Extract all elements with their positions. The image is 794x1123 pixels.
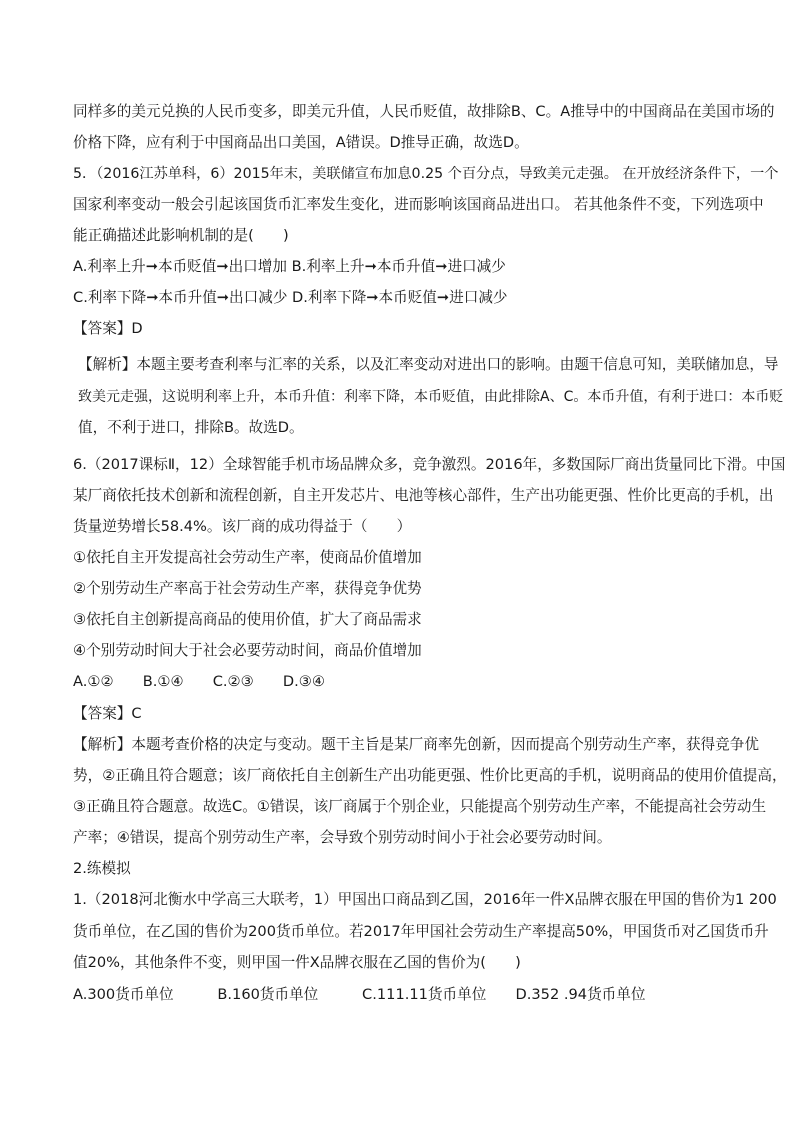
text-line: 某厂商依托技术创新和流程创新，自主开发芯片、电池等核心部件，生产出功能更强、性价比更高的手机，出 (73, 487, 774, 504)
text-line: 货量逆势增长58.4%。该厂商的成功得益于（ ） (73, 518, 412, 535)
statement-3: ③依托自主创新提高商品的使用价值，扩大了商品需求 (73, 611, 422, 628)
text-line: 价格下降，应有利于中国商品出口美国，A错误。D推导正确，故选D。 (73, 134, 529, 151)
section-heading: 2.练模拟 (73, 860, 131, 877)
question-5-options-cd: C.利率下降➞本币升值➞出口减少 D.利率下降➞本币贬值➞进口减少 (73, 289, 508, 306)
answer-label: 【答案】C (73, 705, 142, 722)
statement-4: ④个别劳动时间大于社会必要劳动时间，商品价值增加 (73, 642, 422, 659)
question-6-options: A.①② B.①④ C.②③ D.③④ (73, 673, 325, 690)
text-line: 势，②正确且符合题意；该厂商依托自主创新生产出功能更强、性价比更高的手机，说明商品的使用价值提高， (73, 767, 787, 784)
text-line: 值，不利于进口，排除B。故选D。 (78, 419, 304, 436)
question-6-stem: 6.（2017课标Ⅱ，12）全球智能手机市场品牌众多，竞争激烈。2016年，多数国际厂商出货量同比下滑。中国 (73, 456, 786, 473)
answer-label: 【答案】D (73, 320, 143, 337)
text-line: 同样多的美元兑换的人民币变多，即美元升值，人民币贬值，故排除B、C。A推导中的中国商品在美国市场的 (73, 103, 775, 120)
statement-1: ①依托自主开发提高社会劳动生产率，使商品价值增加 (73, 549, 422, 566)
analysis-text: 【解析】本题考查价格的决定与变动。题干主旨是某厂商率先创新，因而提高个别劳动生产率，获得竞争优 (73, 736, 759, 753)
text-line: 国家利率变动一般会引起该国货币汇率发生变化，进而影响该国商品进出口。 若其他条件不变，下列选项中 (73, 196, 764, 213)
question-1-stem: 1.（2018河北衡水中学高三大联考，1）甲国出口商品到乙国，2016年一件X品牌衣服在甲国的售价为1 200 (73, 891, 777, 908)
text-line: 货币单位，在乙国的售价为200货币单位。若2017年甲国社会劳动生产率提高50%，甲国货币对乙国货币升 (73, 923, 769, 940)
statement-2: ②个别劳动生产率高于社会劳动生产率，获得竞争优势 (73, 580, 422, 597)
question-5-options-ab: A.利率上升➞本币贬值➞出口增加 B.利率上升➞本币升值➞进口减少 (73, 258, 506, 275)
analysis-text: 【解析】本题主要考查利率与汇率的关系，以及汇率变动对进出口的影响。由题干信息可知，美联储加息，导 (78, 356, 779, 373)
text-line: 值20%，其他条件不变，则甲国一件X品牌衣服在乙国的售价为( ) (73, 954, 521, 971)
question-1-options: A.300货币单位 B.160货币单位 C.111.11货币单位 D.352 .94货币单位 (73, 986, 646, 1003)
text-line: 产率；④错误，提高个别劳动生产率，会导致个别劳动时间小于社会必要劳动时间。 (73, 829, 612, 846)
text-line: 致美元走强，这说明利率上升，本币升值：利率下降，本币贬值，由此排除A、C。本币升值，有利于进口：本币贬 (78, 389, 784, 405)
text-line: 能正确描述此影响机制的是( ) (73, 227, 289, 244)
text-line: ③正确且符合题意。故选C。①错误，该厂商属于个别企业，只能提高个别劳动生产率，不能提高社会劳动生 (73, 798, 767, 815)
question-5-stem: 5．（2016江苏单科，6）2015年末，美联储宣布加息0.25 个百分点，导致美元走强。 在开放经济条件下，一个 (73, 166, 779, 182)
